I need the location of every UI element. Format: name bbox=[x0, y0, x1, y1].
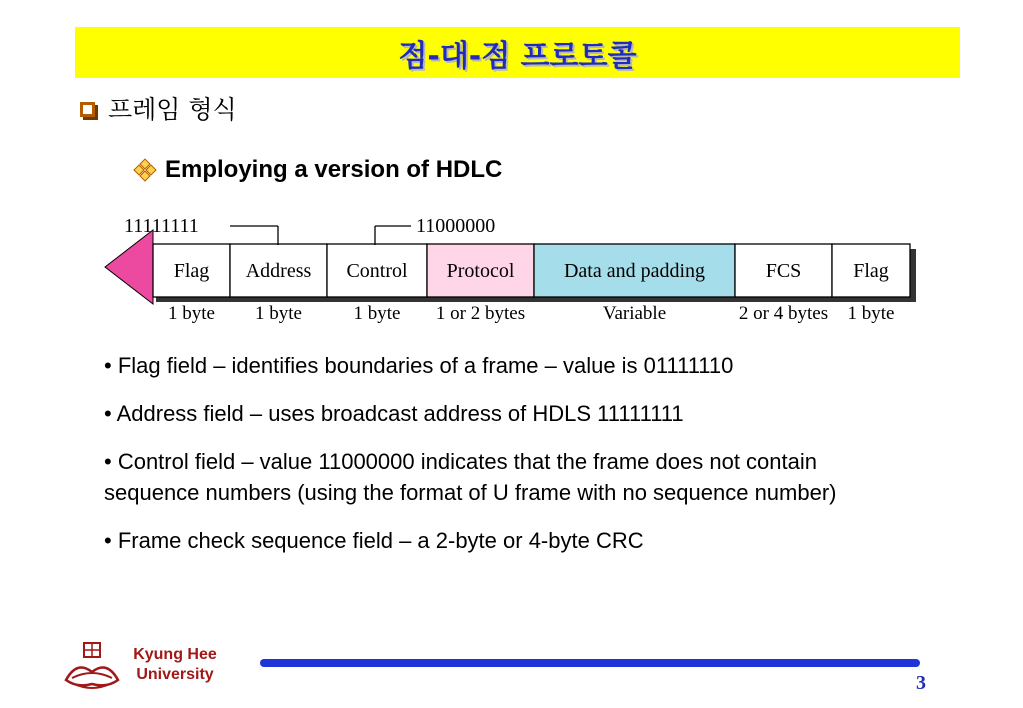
frame-field-size-label: 1 byte bbox=[353, 303, 401, 324]
frame-field-label: Address bbox=[245, 260, 312, 282]
section-heading-text: 프레임 형식 bbox=[108, 95, 237, 124]
frame-field-flag bbox=[832, 244, 910, 297]
frame-field-data-and-padding bbox=[534, 244, 735, 297]
university-logo-icon bbox=[62, 640, 122, 695]
checkbox-bullet-icon bbox=[80, 102, 95, 117]
frame-field-size-label: 1 byte bbox=[847, 303, 895, 324]
frame-field-flag bbox=[153, 244, 230, 297]
control-value-label: 11000000 bbox=[416, 215, 496, 237]
frame-field-label: FCS bbox=[765, 260, 802, 282]
title-bar bbox=[75, 27, 960, 78]
university-name bbox=[122, 645, 228, 685]
frame-field-label: Flag bbox=[853, 260, 889, 282]
frame-field-fcs bbox=[735, 244, 832, 297]
frame-field-size-label: 1 byte bbox=[255, 303, 302, 324]
frame-field-size-label: Variable bbox=[602, 303, 667, 324]
bullet-flag-field: • Flag field – identifies boundaries of a frame – value is 01111110 bbox=[104, 353, 734, 378]
frame-field-address bbox=[230, 244, 327, 297]
frame-arrow-icon bbox=[105, 230, 153, 304]
frame-field-size-label: 1 or 2 bytes bbox=[435, 303, 526, 324]
bullet-list bbox=[104, 350, 894, 573]
bullet-control-field: • Control field – value 11000000 indicates that the frame does not contain sequence numbers (using the format of U frame with no sequence number) bbox=[104, 449, 837, 505]
frame-field-label: Flag bbox=[173, 260, 210, 282]
frame-field-label: Protocol bbox=[446, 260, 515, 282]
page-number: 3 bbox=[916, 672, 926, 694]
frame-field-size-label: 1 byte bbox=[168, 303, 215, 324]
ppp-frame-diagram bbox=[98, 205, 918, 330]
section-heading bbox=[80, 88, 237, 128]
university-name-line1: Kyung Hee bbox=[133, 646, 217, 663]
frame-field-label: Control bbox=[346, 260, 408, 282]
slide-title: 점-대-점 프로토콜 bbox=[398, 38, 637, 74]
address-value-label: 11111111 bbox=[124, 215, 199, 237]
diamond-bullet-icon bbox=[135, 160, 155, 180]
footer-divider bbox=[260, 659, 920, 667]
bullet-address-field: • Address field – uses broadcast address of HDLS 11111111 bbox=[104, 401, 684, 426]
frame-field-protocol bbox=[427, 244, 534, 297]
subheading-text: Employing a version of HDLC bbox=[165, 156, 503, 183]
frame-field-size-label: 2 or 4 bytes bbox=[738, 303, 829, 324]
frame-field-label: Data and padding bbox=[563, 260, 706, 282]
frame-field-control bbox=[327, 244, 427, 297]
university-name-line2: University bbox=[136, 666, 214, 683]
bullet-fcs-field: • Frame check sequence field – a 2-byte or 4-byte CRC bbox=[104, 528, 644, 553]
subheading bbox=[135, 152, 502, 188]
